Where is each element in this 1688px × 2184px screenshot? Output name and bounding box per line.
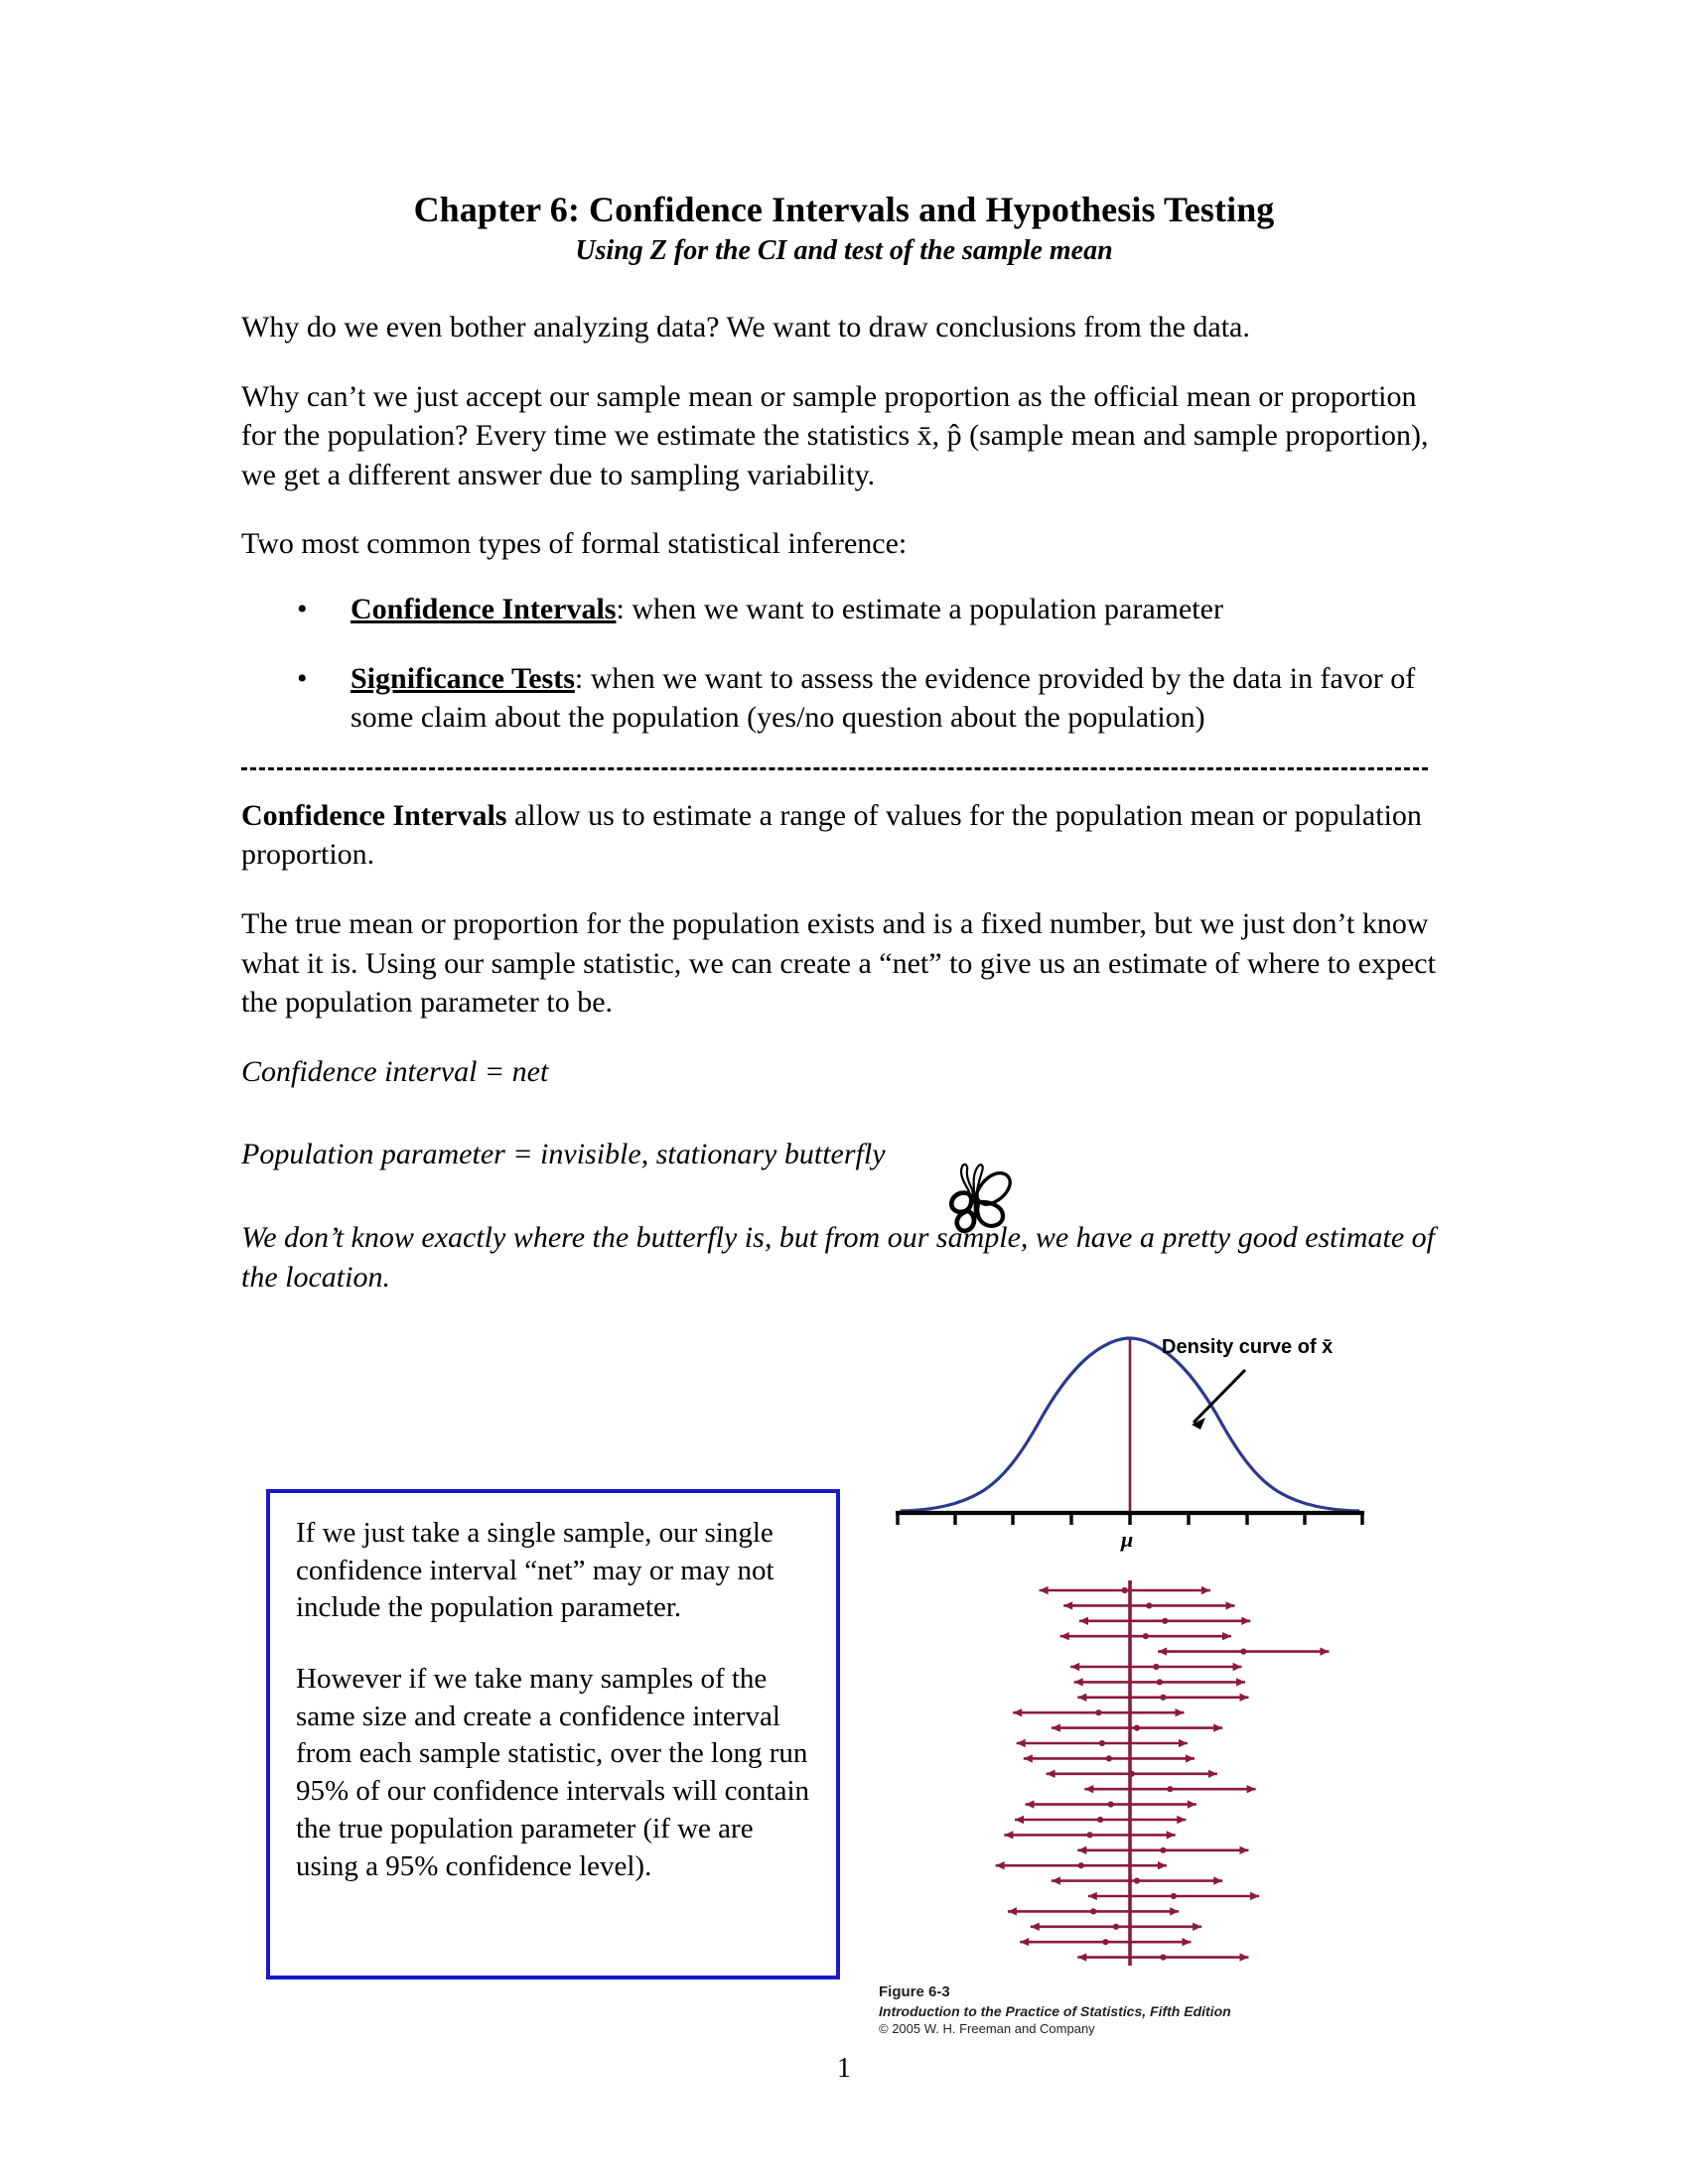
interval-arrow-right: [1201, 1586, 1210, 1594]
interval-arrow-left: [1047, 1770, 1055, 1778]
paragraph-ci-definition-rest: allow us to estimate a range of values for the population mean or population proportion.: [241, 798, 1422, 872]
interval-center-dot: [1171, 1893, 1177, 1899]
interval-arrow-left: [1063, 1601, 1072, 1609]
figure-caption-copyright: © 2005 W. H. Freeman and Company: [879, 2020, 1095, 2036]
interval-arrow-right: [1236, 1678, 1245, 1686]
interval-arrow-left: [1074, 1678, 1083, 1686]
page-title: Chapter 6: Confidence Intervals and Hypothesis Testing: [413, 190, 1275, 229]
interval-center-dot: [1167, 1786, 1173, 1792]
interval-arrow-left: [1015, 1816, 1024, 1824]
bullet-text-confidence-intervals: : when we want to estimate a population parameter: [616, 592, 1223, 625]
statistic-phat: p̂: [946, 419, 962, 453]
density-curve-label: Density curve of x̄: [1162, 1336, 1334, 1358]
interval-arrow-right: [1176, 1708, 1185, 1716]
interval-arrow-left: [1026, 1800, 1035, 1808]
interval-arrow-left: [1020, 1938, 1029, 1946]
interval-arrow-right: [1183, 1938, 1192, 1946]
interval-arrow-right: [1247, 1785, 1256, 1793]
list-item: [241, 590, 1445, 629]
interval-center-dot: [1095, 1709, 1101, 1715]
interval-center-dot: [1160, 1847, 1166, 1853]
list-item: [241, 659, 1445, 738]
interval-arrow-right: [1222, 1632, 1231, 1640]
confidence-interval-group: [996, 1586, 1330, 1962]
interval-arrow-left: [1052, 1876, 1060, 1884]
page-number: 1: [837, 2053, 851, 2084]
interval-center-dot: [1122, 1587, 1128, 1593]
body-content: [241, 308, 1445, 1297]
interval-arrow-right: [1188, 1800, 1196, 1808]
interval-center-dot: [1160, 1695, 1166, 1701]
interval-center-dot: [1097, 1817, 1103, 1823]
interval-center-dot: [1134, 1878, 1140, 1884]
interval-arrow-right: [1320, 1647, 1329, 1655]
interval-arrow-left: [1079, 1617, 1088, 1625]
statistic-separator: ,: [931, 419, 947, 453]
callout-box: [266, 1489, 840, 1979]
interval-arrow-left: [1084, 1785, 1093, 1793]
interval-arrow-right: [1250, 1892, 1259, 1900]
bullet-text-significance-tests: : when we want to assess the evidence provided by the data in favor of some claim about the population (yes/no question about the population): [351, 661, 1416, 735]
bullet-icon: •: [297, 592, 308, 625]
interval-center-dot: [1157, 1679, 1163, 1685]
interval-arrow-left: [1017, 1739, 1026, 1747]
interval-arrow-right: [1240, 1953, 1249, 1961]
paragraph-ci-definition: [241, 796, 1445, 875]
interval-arrow-right: [1208, 1770, 1217, 1778]
inference-types-list: [241, 590, 1445, 738]
title-block: [243, 189, 1445, 268]
interval-arrow-right: [1213, 1723, 1222, 1731]
paragraph-why-not-accept-part2: (sample mean and sample proportion), we get a different answer due to sampling variability.: [241, 419, 1429, 491]
interval-arrow-right: [1186, 1754, 1195, 1762]
interval-center-dot: [1162, 1618, 1168, 1624]
interval-arrow-right: [1241, 1617, 1250, 1625]
interval-center-dot: [1106, 1755, 1112, 1761]
interval-arrow-left: [1008, 1907, 1017, 1915]
interval-arrow-left: [1077, 1694, 1086, 1702]
callout-paragraph-single-sample: If we just take a single sample, our single confidence interval “net” may or may not include the population parameter.: [296, 1517, 774, 1624]
figure-6-3: [874, 1330, 1445, 2045]
interval-arrow-right: [1226, 1601, 1235, 1609]
figure-caption-source: Introduction to the Practice of Statistics, Fifth Edition: [879, 2002, 1231, 2019]
interval-arrow-right: [1158, 1861, 1167, 1869]
italic-ci-equals-net: Confidence interval = net: [241, 1054, 549, 1088]
bullet-icon: •: [297, 661, 308, 695]
paragraph-two-types: Two most common types of formal statistical inference:: [241, 527, 908, 561]
interval-center-dot: [1087, 1832, 1093, 1838]
interval-center-dot: [1240, 1649, 1246, 1655]
interval-arrow-right: [1179, 1739, 1188, 1747]
butterfly-icon: [933, 1161, 1019, 1241]
paragraph-ci-definition-lead: Confidence Intervals: [241, 798, 507, 832]
interval-arrow-left: [1040, 1586, 1049, 1594]
italic-parameter-equals-butterfly: Population parameter = invisible, stationary butterfly: [241, 1138, 886, 1171]
interval-arrow-left: [1013, 1708, 1022, 1716]
interval-arrow-left: [1024, 1754, 1033, 1762]
interval-arrow-left: [1070, 1663, 1079, 1671]
interval-arrow-right: [1193, 1923, 1201, 1931]
interval-arrow-right: [1240, 1694, 1249, 1702]
page-subtitle: Using Z for the CI and test of the sample mean: [575, 235, 1113, 267]
interval-arrow-right: [1233, 1663, 1242, 1671]
interval-center-dot: [1153, 1664, 1159, 1670]
interval-center-dot: [1143, 1633, 1149, 1639]
interval-center-dot: [1108, 1802, 1114, 1808]
paragraph-why-not-accept-part1: Why can’t we just accept our sample mean or sample proportion as the official mean or proportion for the population? Every time we estimate the statistics: [241, 379, 1417, 453]
bullet-term-significance-tests: Significance Tests: [351, 661, 575, 695]
interval-arrow-left: [1077, 1953, 1086, 1961]
interval-center-dot: [1146, 1602, 1152, 1608]
interval-arrow-right: [1213, 1876, 1222, 1884]
interval-arrow-right: [1167, 1831, 1176, 1839]
interval-center-dot: [1113, 1924, 1119, 1930]
interval-center-dot: [1099, 1740, 1105, 1746]
interval-arrow-right: [1170, 1907, 1179, 1915]
interval-arrow-left: [1004, 1831, 1013, 1839]
interval-arrow-left: [996, 1861, 1005, 1869]
interval-center-dot: [1102, 1939, 1108, 1945]
interval-arrow-left: [1052, 1723, 1060, 1731]
callout-content: [270, 1493, 836, 1895]
mu-axis-label: μ: [1121, 1527, 1134, 1552]
interval-arrow-right: [1240, 1846, 1249, 1854]
callout-paragraph-many-samples: However if we take many samples of the same size and create a confidence interval from each sample statistic, over the long run 95% of our confidence intervals will contain the true population parameter (if we are using a 95% confidence level).: [296, 1663, 810, 1882]
interval-arrow-left: [1158, 1647, 1167, 1655]
section-divider: [241, 767, 1428, 770]
interval-center-dot: [1134, 1725, 1140, 1731]
paragraph-why-not-accept: [241, 377, 1445, 495]
interval-center-dot: [1078, 1862, 1084, 1868]
interval-arrow-left: [1060, 1632, 1069, 1640]
figure-caption-number: Figure 6-3: [879, 1983, 950, 2000]
paragraph-why-analyze: Why do we even bother analyzing data? We want to draw conclusions from the data.: [241, 311, 1250, 343]
interval-arrow-left: [1031, 1923, 1040, 1931]
italic-butterfly-estimate: We don’t know exactly where the butterfly is, but from our sample, we have a pretty good estimate of the location.: [241, 1220, 1436, 1294]
paragraph-true-mean: The true mean or proportion for the population exists and is a fixed number, but we just don’t know what it is. Using our sample statistic, we can create a “net” to give us an estimate of where to expect the population parameter to be.: [241, 906, 1436, 1020]
interval-arrow-left: [1077, 1846, 1086, 1854]
interval-arrow-right: [1177, 1816, 1186, 1824]
figure-caption: [879, 1983, 1336, 2037]
interval-arrow-left: [1088, 1892, 1097, 1900]
interval-center-dot: [1160, 1955, 1166, 1961]
bullet-term-confidence-intervals: Confidence Intervals: [351, 592, 617, 625]
statistic-xbar: x̄: [916, 419, 932, 453]
interval-center-dot: [1090, 1908, 1096, 1914]
